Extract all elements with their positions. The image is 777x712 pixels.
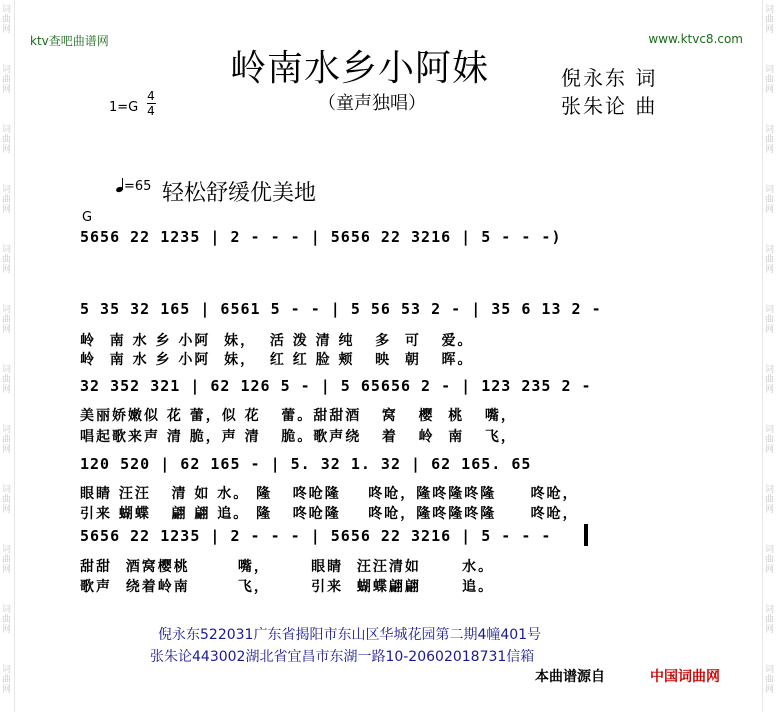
tempo-value: =65	[124, 179, 152, 194]
brand-name: 中国词曲网	[650, 669, 720, 685]
site-name-left: ktv查吧曲谱网	[30, 34, 109, 48]
lyric-line-6: 引来 蝴蝶 翩 翩 追。 隆 咚呛隆 咚呛，隆咚隆咚隆 咚呛，	[80, 506, 579, 522]
key-signature: 1=G	[109, 100, 139, 115]
watermark-stamp: 词 曲 网	[765, 485, 775, 515]
music-line-3: 32 352 321 | 62 126 5 - | 5 65656 2 - | 123 235 2 -	[80, 377, 592, 395]
watermark-stamp: 词 曲 网	[2, 305, 12, 335]
watermark-stamp: 词 曲 网	[2, 425, 12, 455]
time-signature-top: 4	[147, 89, 155, 103]
watermark-stamp: 词 曲 网	[765, 605, 775, 635]
lyric-line-3: 美丽娇嫩似 花 蕾，似 花 蕾。甜甜酒 窝 樱 桃 嘴，	[80, 408, 517, 424]
watermark-stamp: 词 曲 网	[2, 185, 12, 215]
lyric-line-2: 岭 南 水 乡 小阿 妹， 红 红 脸 颊 映 朝 晖。	[80, 352, 474, 368]
right-watermark-strip	[762, 0, 777, 712]
watermark-stamp: 词 曲 网	[2, 245, 12, 275]
watermark-stamp: 词 曲 网	[2, 545, 12, 575]
watermark-stamp: 词 曲 网	[2, 365, 12, 395]
quarter-note-icon	[116, 178, 124, 192]
watermark-stamp: 词 曲 网	[765, 365, 775, 395]
source-label: 本曲谱源自	[535, 669, 605, 685]
watermark-stamp: 词 曲 网	[2, 125, 12, 155]
watermark-stamp: 词 曲 网	[765, 185, 775, 215]
watermark-stamp: 词 曲 网	[765, 425, 775, 455]
lyric-line-7: 甜甜 酒窝樱桃 嘴， 眼睛 汪汪清如 水。	[80, 559, 495, 575]
composer-credit: 张朱论 曲	[561, 94, 658, 118]
time-signature-bottom: 4	[147, 104, 155, 118]
lyric-line-1: 岭 南 水 乡 小阿 妹， 活 泼 清 纯 多 可 爱。	[80, 333, 474, 349]
watermark-stamp: 词 曲 网	[765, 305, 775, 335]
lyric-line-5: 眼睛 汪汪 清 如 水。 隆 咚呛隆 咚呛，隆咚隆咚隆 咚呛，	[80, 486, 579, 502]
music-line-2: 5 35 32 165 | 6561 5 - - | 5 56 53 2 - | 35 6 13 2 -	[80, 300, 602, 318]
music-line-1: 5656 22 1235 | 2 - - - | 5656 22 3216 | 5 - - -)	[80, 228, 562, 246]
lyricist-address: 倪永东522031广东省揭阳市东山区华城花园第二期4幢401号	[158, 627, 542, 643]
tempo-marking	[116, 178, 151, 194]
site-url-right: www.ktvc8.com	[648, 32, 743, 46]
lyric-line-8: 歌声 绕着岭南 飞， 引来 蝴蝶翩翩 追。	[80, 579, 495, 595]
time-signature	[146, 89, 156, 118]
watermark-stamp: 词 曲 网	[765, 245, 775, 275]
left-watermark-strip	[0, 0, 15, 712]
song-subtitle: （童声独唱）	[318, 93, 426, 114]
watermark-stamp: 词 曲 网	[2, 65, 12, 95]
watermark-stamp: 词 曲 网	[2, 605, 12, 635]
watermark-stamp: 词 曲 网	[2, 5, 12, 35]
final-barline	[584, 524, 588, 546]
composer-address: 张朱论443002湖北省宜昌市东湖一路10-20602018731信箱	[150, 649, 535, 665]
watermark-stamp: 词 曲 网	[765, 65, 775, 95]
lyricist-credit: 倪永东 词	[561, 66, 658, 90]
music-line-4: 120 520 | 62 165 - | 5. 32 1. 32 | 62 165. 65	[80, 455, 532, 473]
watermark-stamp: 词 曲 网	[2, 665, 12, 695]
watermark-stamp: 词 曲 网	[765, 125, 775, 155]
chord-symbol: G	[82, 210, 93, 225]
watermark-stamp: 词 曲 网	[2, 485, 12, 515]
lyric-line-4: 唱起歌来声 清 脆，声 清 脆。歌声绕 着 岭 南 飞，	[80, 429, 517, 445]
expression-marking: 轻松舒缓优美地	[162, 181, 317, 206]
watermark-stamp: 词 曲 网	[765, 5, 775, 35]
watermark-stamp: 词 曲 网	[765, 545, 775, 575]
music-line-5: 5656 22 1235 | 2 - - - | 5656 22 3216 | 5 - - -	[80, 527, 552, 545]
watermark-stamp: 词 曲 网	[765, 665, 775, 695]
song-title: 岭南水乡小阿妹	[230, 48, 490, 89]
